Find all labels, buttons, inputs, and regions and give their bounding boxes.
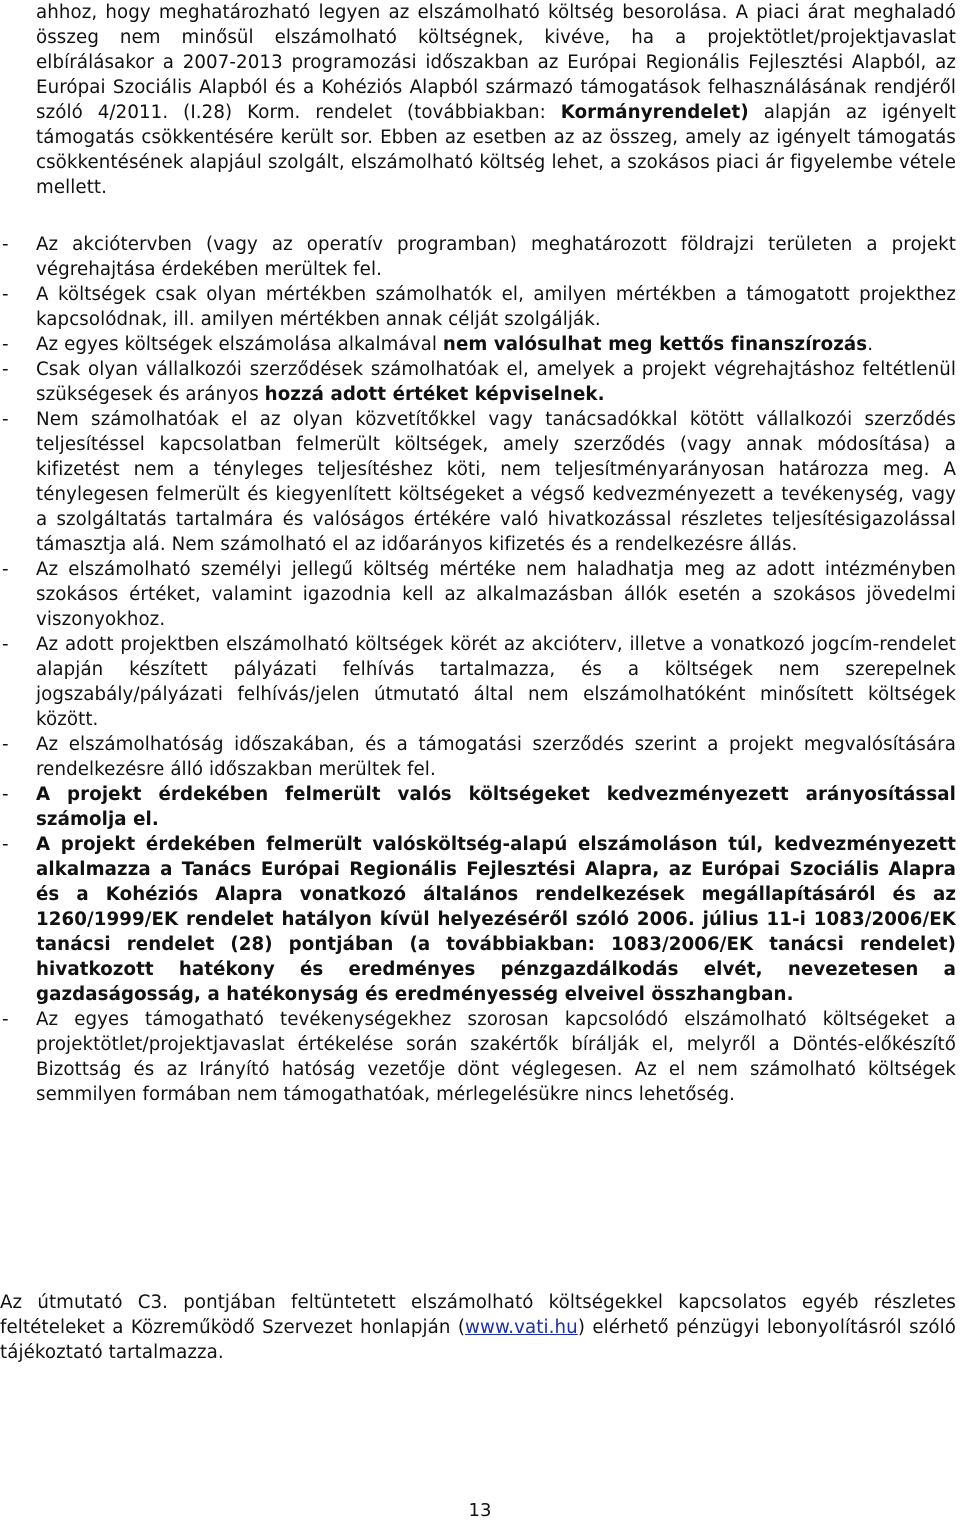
closing-text-2: ) elérhető pénzügyi lebonyolításról szóló tájékoztató tartalmazza.: [0, 1317, 956, 1363]
list-item-text: Az egyes költségek elszámolása alkalmával: [36, 334, 443, 355]
list-item-text: A költségek csak olyan mértékben számolhatók el, amilyen mértékben a támogatott projekthez kapcsolódnak, ill. amilyen mértékben annak célját szolgálják.: [36, 284, 956, 330]
list-item: [0, 732, 956, 782]
list-dash: -: [2, 284, 9, 305]
list-item-text: Az egyes támogatható tevékenységekhez szorosan kapcsolódó elszámolható költségeket a projektötlet/projektjavaslat értékelése során szakértők bírálják el, melyről a Döntés-előkészítő Bizottság és az Irányító hatóság vezetője dönt véglegesen. Az el nem számolható költségek semmilyen formában nem támogathatóak, mérlegelésükre nincs lehetőség.: [36, 1009, 956, 1105]
list-dash: -: [2, 559, 9, 580]
list-dash: -: [2, 234, 9, 255]
defined-term-kormanyrendelet: Kormányrendelet): [560, 102, 749, 123]
list-item-text: A projekt érdekében felmerült valós költségeket kedvezményezett arányosítással számolja el.: [36, 784, 956, 830]
list-dash: -: [2, 1009, 9, 1030]
list-item-text: Az akciótervben (vagy az operatív programban) meghatározott földrajzi területen a projekt végrehajtása érdekében merültek fel.: [36, 234, 956, 280]
list-item: [0, 407, 956, 557]
list-item: [0, 632, 956, 732]
list-dash: -: [2, 734, 9, 755]
list-dash: -: [2, 334, 9, 355]
page-number: 13: [468, 1500, 492, 1521]
list-item-text: Az elszámolhatóság időszakában, és a támogatási szerződés szerint a projekt megvalósítására rendelkezésre álló időszakban merültek fel.: [36, 734, 956, 780]
list-item: [0, 782, 956, 832]
list-item-bold: nem valósulhat meg kettős finanszírozás: [442, 334, 868, 355]
continuation-text-2: alapján az igényelt támogatás csökkentésére került sor. Ebben az esetben az az összeg, amely az igényelt támogatás csökkentésének alapjául szolgált, elszámolható költség lehet, a szokásos piaci ár figyelembe vétele mellett.: [36, 102, 956, 198]
vati-website-link[interactable]: www.vati.hu: [465, 1317, 578, 1338]
list-item-text: Nem számolhatóak el az olyan közvetítőkkel vagy tanácsadókkal kötött vállalkozói szerződés teljesítéssel kapcsolatban felmerült költségek, amely szerződés (vagy annak módosítása) a kifizetést nem a tényleges teljesítéshez köti, nem teljesítményarányosan határozza meg. A ténylegesen felmerült és kiegyenlített költségeket a végső kedvezményezett a tevékenység, vagy a szolgáltatás tartalmára és valóságos értékére való hivatkozással részletes teljesítésigazolással támasztja alá. Nem számolható el az időarányos kifizetés és a rendelkezésre állás.: [36, 409, 956, 555]
list-item: [0, 232, 956, 282]
list-item-text: Az elszámolható személyi jellegű költség mértéke nem haladhatja meg az adott intézményben szokásos értéket, valamint igazodnia kell az alkalmazásban állók esetén a szokásos jövedelmi viszonyokhoz.: [36, 559, 956, 630]
list-dash: -: [2, 834, 9, 855]
continuation-paragraph: [36, 0, 956, 200]
list-item-text: Az adott projektben elszámolható költségek körét az akcióterv, illetve a vonatkozó jogcím-rendelet alapján készített pályázati felhívás tartalmazza, és a költségek nem szerepelnek jogszabály/pályázati felhívás/jelen útmutató által nem elszámolhatóként minősített költségek között.: [36, 634, 956, 730]
continuation-text-1: ahhoz, hogy meghatározható legyen az elszámolható költség besorolása. A piaci árat meghaladó összeg nem minősül elszámolható költségnek, kivéve, ha a projektötlet/projektjavaslat elbírálásakor a 2007-2013 programozási időszakban az Európai Regionális Fejlesztési Alapból, az Európai Szociális Alapból és a Kohéziós Alapból származó támogatások felhasználásának rendjéről szóló 4/2011. (I.28) Korm. rendelet (továbbiakban:: [36, 2, 956, 123]
closing-paragraph: [0, 1290, 956, 1365]
list-item: [0, 282, 956, 332]
closing-text-1: Az útmutató C3. pontjában feltüntetett elszámolható költségekkel kapcsolatos egyéb részletes feltételeket a Közreműködő Szervezet honlapján (: [0, 1292, 956, 1338]
list-dash: -: [2, 409, 9, 430]
list-item-text: Csak olyan vállalkozói szerződések számolhatóak el, amelyek a projekt végrehajtáshoz feltétlenül szükségesek és arányos: [36, 359, 956, 405]
list-item: [0, 357, 956, 407]
list-dash: -: [2, 784, 9, 805]
list-dash: -: [2, 359, 9, 380]
list-item: [0, 557, 956, 632]
list-dash: -: [2, 634, 9, 655]
list-item-bold: hozzá adott értéket képviselnek.: [264, 384, 605, 405]
eligibility-conditions-list: [0, 232, 956, 1107]
list-item-text: A projekt érdekében felmerült valósköltség-alapú elszámoláson túl, kedvezményezett alkalmazza a Tanács Európai Regionális Fejlesztési Alapra, az Európai Szociális Alapra és a Kohéziós Alapra vonatkozó általános rendelkezések megállapításáról és az 1260/1999/EK rendelet hatályon kívül helyezéséről szóló 2006. július 11-i 1083/2006/EK tanácsi rendelet (28) pontjában (a továbbiakban: 1083/2006/EK tanácsi rendelet) hivatkozott hatékony és eredményes pénzgazdálkodás elvét, nevezetesen a gazdaságosság, a hatékonyság és eredményesség elveivel összhangban.: [36, 834, 956, 1005]
list-item-text: .: [867, 334, 874, 355]
list-item: [0, 1007, 956, 1107]
list-item: [0, 832, 956, 1007]
list-item: [0, 332, 956, 357]
